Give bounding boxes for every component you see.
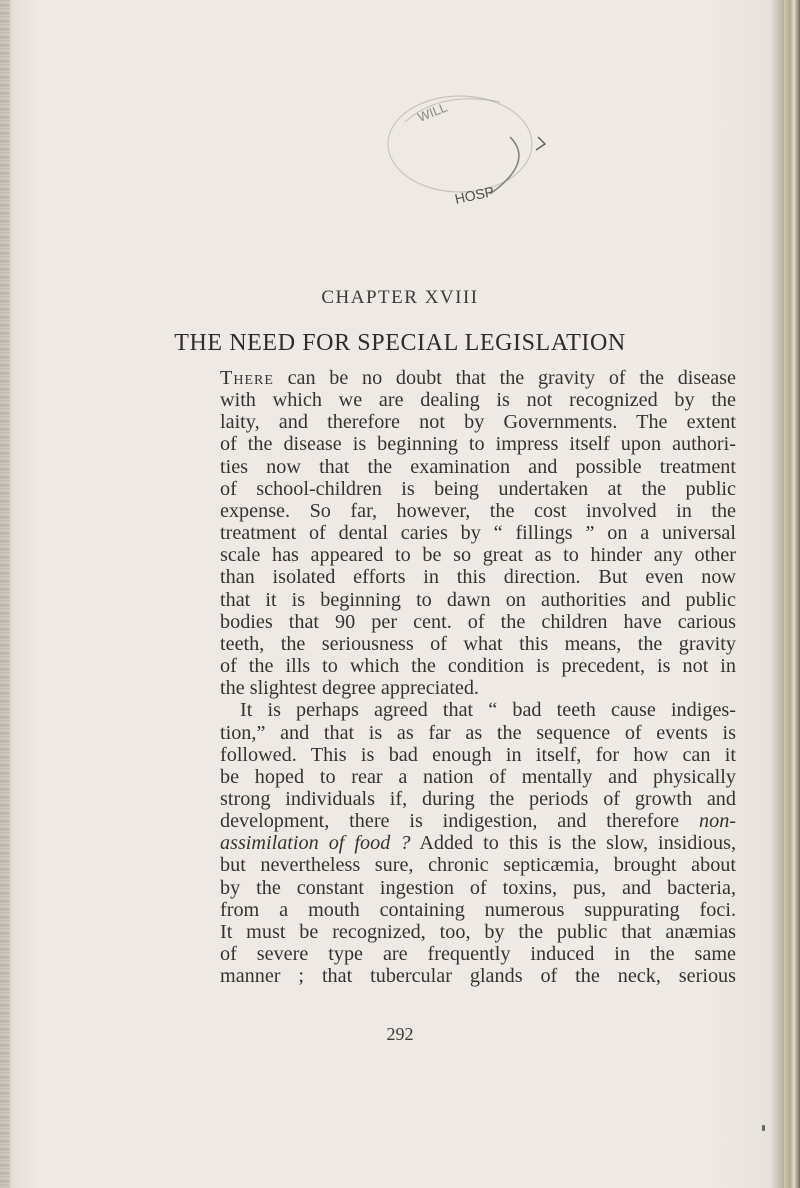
paper-speck: [762, 1125, 765, 1131]
stamp-text-top: WILL: [415, 99, 450, 125]
text-line: of school-children is being undertaken at the public: [220, 477, 736, 500]
text-line: tion,” and that is as far as the sequence of events is: [220, 721, 736, 744]
drop-word: There: [220, 367, 274, 389]
italic-phrase: assimilation of food ?: [220, 832, 411, 855]
italic-phrase: non-: [699, 810, 737, 833]
text-line: the slightest degree appreciated.: [220, 677, 479, 700]
text-line: It is perhaps agreed that “ bad teeth cause indiges-: [240, 699, 736, 722]
text-line: scale has appeared to be so great as to hinder any other: [220, 544, 736, 567]
text-line: ties now that the examination and possible treatment: [220, 455, 736, 478]
text-line: with which we are dealing is not recognized by the: [220, 389, 736, 412]
chapter-label: CHAPTER XVIII: [321, 287, 479, 308]
text-line: bodies that 90 per cent. of the children have carious: [220, 610, 736, 633]
text-line: by the constant ingestion of toxins, pus, and bacteria,: [220, 876, 736, 899]
text-line: assimilation of food ? Added to this is the slow, insidious,: [220, 832, 736, 855]
page-number: 292: [386, 1024, 414, 1044]
chapter-title: THE NEED FOR SPECIAL LEGISLATION: [174, 330, 626, 356]
body-text: [220, 367, 736, 987]
text-line: than isolated efforts in this direction. But even now: [220, 566, 736, 589]
text-line: that it is beginning to dawn on authorities and public: [220, 588, 736, 611]
text-line: strong individuals if, during the periods of growth and: [220, 787, 736, 810]
text-line: of the disease is beginning to impress itself upon authori-: [220, 433, 736, 456]
page-gutter-edge: [0, 0, 10, 1188]
text-line: laity, and therefore not by Governments. The extent: [220, 411, 736, 434]
text-line: but nevertheless sure, chronic septicæmia, brought about: [220, 854, 736, 877]
text-line: be hoped to rear a nation of mentally and physically: [220, 765, 736, 788]
text-line: teeth, the seriousness of what this means, the gravity: [220, 632, 736, 655]
page-fore-edge: [784, 0, 800, 1188]
text-line: followed. This is bad enough in itself, for how can it: [220, 743, 736, 766]
text-line: manner ; that tubercular glands of the neck, serious: [220, 965, 736, 988]
text-line: It must be recognized, too, by the public that anæmias: [220, 920, 736, 943]
text-line: development, there is indigestion, and therefore non-: [220, 810, 737, 833]
stamp-text-bottom: HOSP: [453, 183, 496, 207]
text-line: treatment of dental caries by “ fillings ” on a universal: [220, 522, 736, 545]
text-line: from a mouth containing numerous suppurating foci.: [220, 898, 736, 921]
text-line: of severe type are frequently induced in the same: [220, 943, 736, 966]
library-stamp: [360, 82, 580, 222]
text-line: of the ills to which the condition is precedent, is not in: [220, 655, 736, 678]
text-line: There can be no doubt that the gravity of the disease: [220, 367, 736, 389]
text-line: expense. So far, however, the cost involved in the: [220, 499, 736, 522]
